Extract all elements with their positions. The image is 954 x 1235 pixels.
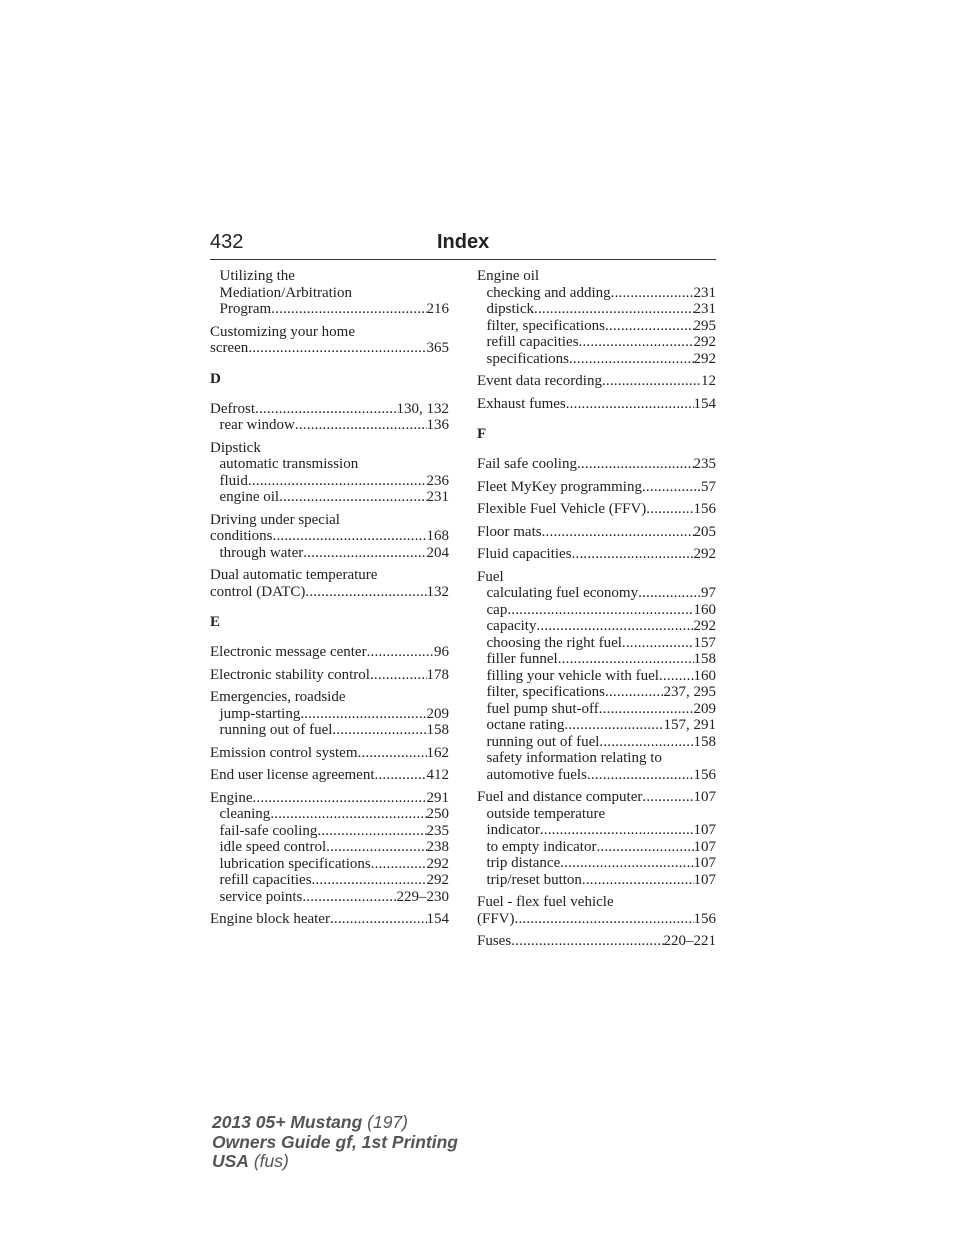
dot-leader: [270, 806, 426, 823]
index-page-ref: 205: [693, 523, 716, 540]
dot-leader: [564, 717, 663, 734]
index-entry-line: [477, 268, 716, 285]
index-entry-line: [210, 473, 449, 490]
index-term: control (DATC): [210, 583, 306, 600]
index-page-ref: 291: [426, 789, 449, 806]
index-page-ref: 204: [426, 544, 449, 561]
index-entry-line: [477, 618, 716, 635]
index-term: rear window: [219, 417, 295, 433]
index-page-ref: 160: [693, 601, 716, 618]
index-entry-line: [477, 524, 716, 541]
index-page-ref: 231: [426, 489, 449, 505]
dot-leader: [582, 872, 694, 889]
index-entry-line: [477, 635, 716, 652]
index-entry-line: [477, 651, 716, 668]
index-term: lubrication specifications: [219, 855, 371, 872]
index-page-ref: 412: [426, 767, 449, 783]
index-page-ref: 237, 295: [663, 684, 716, 700]
index-letter-heading: D: [210, 370, 221, 387]
index-term: calculating fuel economy: [486, 585, 639, 601]
dot-leader: [540, 822, 694, 839]
index-entry-line: [210, 417, 449, 434]
dot-leader: [646, 501, 693, 518]
dot-leader: [659, 668, 694, 685]
index-entry-line: [210, 512, 449, 529]
dot-leader: [638, 585, 701, 602]
index-term: Dual automatic temperature: [210, 567, 378, 583]
index-term: refill capacities: [486, 334, 579, 350]
dot-leader: [279, 489, 426, 506]
dot-leader: [605, 684, 663, 701]
index-entry-line: [477, 396, 716, 413]
dot-leader: [515, 911, 694, 928]
index-entry-line: [477, 701, 716, 718]
index-entry-line: [210, 268, 449, 285]
index-entry-line: [477, 334, 716, 351]
index-page-ref: 156: [693, 766, 716, 783]
index-page-ref: 209: [426, 705, 449, 722]
index-entry-line: [210, 856, 449, 873]
index-entry-line: [477, 684, 716, 701]
footer-line-2: [212, 1133, 458, 1153]
index-entry-line: [477, 351, 716, 368]
index-term: Fuel: [477, 568, 504, 585]
index-page-ref: 235: [426, 822, 449, 839]
index-term: outside temperature: [486, 805, 606, 822]
index-entry-line: [210, 790, 449, 807]
index-term: Utilizing the: [219, 268, 295, 284]
index-entry-line: [210, 489, 449, 506]
index-entry-line: [210, 689, 449, 706]
index-term: cap: [486, 601, 508, 618]
index-term: Fuel - flex fuel vehicle: [477, 894, 614, 910]
index-entry-line: [210, 545, 449, 562]
index-entry-line: [477, 501, 716, 518]
dot-leader: [611, 285, 694, 302]
dot-leader: [602, 373, 701, 390]
footer-model: 2013 05+ Mustang: [212, 1112, 363, 1132]
index-entry-line: [477, 301, 716, 318]
index-term: Dipstick: [210, 439, 261, 456]
dot-leader: [358, 745, 427, 762]
index-term: engine oil: [219, 489, 280, 505]
index-term: Fluid capacities: [477, 546, 572, 562]
dot-leader: [248, 473, 427, 490]
index-term: choosing the right fuel: [486, 634, 622, 651]
index-entry-line: [210, 911, 449, 928]
index-page-ref: 158: [426, 722, 449, 738]
index-entry-line: [210, 745, 449, 762]
index-term: Floor mats: [477, 523, 542, 540]
index-entry-line: [210, 823, 449, 840]
index-term: Fail safe cooling: [477, 456, 577, 472]
index-term: Engine block heater: [210, 911, 330, 927]
index-page-ref: 295: [693, 317, 716, 334]
dot-leader: [596, 839, 693, 856]
index-term: screen: [210, 340, 249, 356]
index-page-ref: 136: [426, 417, 449, 433]
index-term: Fuel and distance computer: [477, 789, 643, 805]
index-term: octane rating: [486, 717, 565, 733]
dot-leader: [302, 889, 396, 906]
index-term: Exhaust fumes: [477, 395, 566, 412]
dot-leader: [577, 456, 694, 473]
dot-leader: [305, 584, 426, 601]
index-term: Emergencies, roadside: [210, 689, 346, 705]
index-page-ref: 107: [693, 871, 716, 888]
dot-leader: [605, 318, 693, 335]
index-entry-line: [477, 546, 716, 563]
dot-leader: [587, 767, 694, 784]
index-entry-line: [477, 717, 716, 734]
index-entry-line: [477, 872, 716, 889]
dot-leader: [326, 839, 426, 856]
dot-leader: [273, 528, 427, 545]
index-term: Defrost: [210, 400, 255, 417]
dot-leader: [330, 911, 427, 928]
index-entry-line: [210, 285, 449, 302]
index-letter-heading: E: [210, 614, 221, 630]
page-number: 432: [210, 231, 244, 253]
index-term: dipstick: [486, 301, 534, 317]
footer-line-3: [212, 1152, 458, 1172]
index-term: Customizing your home: [210, 323, 355, 340]
index-page-ref: 220–221: [663, 933, 716, 949]
index-entry-line: [477, 668, 716, 685]
index-term: automatic transmission: [219, 456, 359, 472]
index-page-ref: 235: [693, 456, 716, 472]
index-page-ref: 157: [693, 634, 716, 651]
index-page-ref: 107: [693, 822, 716, 838]
index-entry-line: [477, 285, 716, 302]
index-term: through water: [219, 544, 304, 561]
dot-leader: [536, 618, 693, 635]
index-entry-line: [477, 318, 716, 335]
index-page-ref: 292: [693, 334, 716, 350]
index-entry-line: [210, 324, 449, 341]
index-page-ref: 236: [426, 472, 449, 489]
index-page-ref: 231: [693, 301, 716, 317]
index-entry-line: [477, 602, 716, 619]
index-column-left: [210, 268, 449, 928]
index-entry-line: [477, 734, 716, 751]
index-term: Driving under special: [210, 511, 340, 528]
index-term: filter, specifications: [486, 317, 606, 334]
index-entry-line: [210, 644, 449, 661]
index-term: fluid: [219, 472, 248, 489]
index-page-ref: 107: [693, 855, 716, 871]
index-term: running out of fuel: [486, 733, 600, 750]
dot-leader: [300, 706, 426, 723]
index-entry-line: [477, 456, 716, 473]
index-term: trip distance: [486, 855, 561, 871]
dot-leader: [248, 340, 426, 357]
index-page-ref: 216: [426, 301, 449, 317]
index-page-ref: 292: [693, 350, 716, 367]
index-term: safety information relating to: [486, 750, 662, 766]
index-entry-line: [477, 767, 716, 784]
index-entry-line: [210, 806, 449, 823]
index-entry-line: [210, 872, 449, 889]
dot-leader: [569, 351, 694, 368]
dot-leader: [599, 701, 694, 718]
dot-leader: [367, 644, 434, 661]
index-term: End user license agreement: [210, 767, 375, 783]
index-page-ref: 229–230: [396, 888, 449, 905]
index-term: idle speed control: [219, 839, 327, 855]
index-entry-line: [210, 567, 449, 584]
dot-leader: [560, 855, 693, 872]
index-entry-line: [210, 722, 449, 739]
dot-leader: [642, 479, 701, 496]
dot-leader: [542, 524, 694, 541]
index-entry-line: [477, 933, 716, 950]
index-term: Fuses: [477, 933, 512, 949]
index-entry-line: [477, 855, 716, 872]
index-term: checking and adding: [486, 284, 611, 301]
index-page-ref: 158: [693, 733, 716, 750]
index-term: Engine oil: [477, 268, 540, 284]
index-entry-line: [210, 440, 449, 457]
index-term: running out of fuel: [219, 722, 333, 738]
index-entry-line: [477, 822, 716, 839]
index-entry-line: [210, 839, 449, 856]
index-term: filler funnel: [486, 651, 558, 667]
index-term: fail-safe cooling: [219, 822, 318, 839]
dot-leader: [253, 790, 427, 807]
dot-leader: [572, 546, 694, 563]
index-entry-line: [210, 667, 449, 684]
page-header: [210, 229, 716, 260]
index-page-ref: 162: [426, 744, 449, 761]
index-term: cleaning: [219, 806, 271, 822]
index-term: Mediation/Arbitration: [219, 284, 352, 301]
index-column-right: [477, 268, 716, 950]
index-page-ref: 156: [693, 501, 716, 517]
footer-region-code: (fus): [248, 1151, 289, 1171]
index-entry-line: [477, 789, 716, 806]
index-entry-line: [477, 806, 716, 823]
index-entry-line: [477, 479, 716, 496]
index-entry-line: [210, 584, 449, 601]
index-term: Electronic stability control: [210, 666, 370, 683]
index-page-ref: 209: [693, 700, 716, 717]
index-entry-line: [210, 301, 449, 318]
index-page-ref: 97: [701, 585, 716, 601]
dot-leader: [599, 734, 693, 751]
index-entry-line: [210, 767, 449, 784]
footer-model-code: (197): [362, 1112, 408, 1132]
index-entry-line: [477, 750, 716, 767]
index-page-ref: 158: [693, 651, 716, 667]
index-entry-line: [477, 894, 716, 911]
dot-leader: [271, 301, 426, 318]
index-term: indicator: [486, 822, 540, 838]
index-term: filling your vehicle with fuel: [486, 667, 659, 684]
index-entry-line: [210, 340, 449, 357]
dot-leader: [295, 417, 427, 434]
index-page-ref: 292: [426, 872, 449, 888]
index-page-ref: 154: [426, 911, 449, 927]
index-page-ref: 154: [693, 395, 716, 412]
page-title: Index: [437, 231, 490, 253]
index-page-ref: 238: [426, 839, 449, 855]
footer-guide: Owners Guide gf, 1st Printing: [212, 1131, 458, 1152]
dot-leader: [317, 823, 426, 840]
index-page-ref: 250: [426, 806, 449, 822]
index-entry-line: [477, 585, 716, 602]
index-term: trip/reset button: [486, 871, 582, 888]
index-entry-line: [477, 373, 716, 390]
index-entry-line: [477, 569, 716, 586]
index-term: Fleet MyKey programming: [477, 478, 642, 495]
index-entry-line: [210, 401, 449, 418]
dot-leader: [312, 872, 427, 889]
index-entry-line: [210, 706, 449, 723]
index-page-ref: 168: [426, 528, 449, 544]
dot-leader: [375, 767, 427, 784]
index-page-ref: 57: [701, 478, 716, 495]
index-entry-line: [210, 528, 449, 545]
index-page-ref: 365: [426, 340, 449, 356]
index-term: Emission control system: [210, 744, 358, 761]
dot-leader: [332, 722, 426, 739]
index-page-ref: 292: [693, 618, 716, 634]
dot-leader: [371, 856, 427, 873]
index-term: jump-starting: [219, 705, 301, 722]
index-term: capacity: [486, 618, 537, 634]
index-page-ref: 107: [693, 789, 716, 805]
index-page-ref: 107: [693, 838, 716, 855]
dot-leader: [534, 301, 694, 318]
index-page-ref: 178: [426, 666, 449, 683]
index-page-ref: 160: [693, 667, 716, 684]
dot-leader: [579, 334, 694, 351]
dot-leader: [642, 789, 693, 806]
index-term: refill capacities: [219, 872, 312, 888]
dot-leader: [558, 651, 694, 668]
index-page-ref: 231: [693, 284, 716, 301]
index-term: specifications: [486, 350, 569, 367]
index-page-ref: 96: [434, 644, 449, 660]
index-term: Program: [219, 301, 272, 317]
index-page-ref: 130, 132: [396, 400, 449, 417]
index-entry-line: [210, 456, 449, 473]
index-term: fuel pump shut-off: [486, 700, 599, 717]
index-term: to empty indicator: [486, 838, 597, 855]
dot-leader: [303, 545, 426, 562]
index-page-ref: 157, 291: [663, 717, 716, 733]
index-term: filter, specifications: [486, 684, 606, 700]
index-page-ref: 292: [693, 546, 716, 562]
index-entry-line: [477, 839, 716, 856]
index-term: conditions: [210, 528, 273, 544]
index-entry-line: [477, 911, 716, 928]
index-page-ref: 292: [426, 855, 449, 872]
index-entry-line: [210, 889, 449, 906]
index-page-ref: 156: [693, 910, 716, 927]
index-term: automotive fuels: [486, 766, 587, 783]
index-term: service points: [219, 888, 303, 905]
dot-leader: [255, 401, 397, 418]
dot-leader: [511, 933, 663, 950]
index-term: Flexible Fuel Vehicle (FFV): [477, 501, 647, 517]
dot-leader: [622, 635, 694, 652]
index-page-ref: 132: [426, 583, 449, 600]
document-footer: [212, 1113, 458, 1172]
footer-line-1: [212, 1113, 458, 1133]
index-letter-heading: F: [477, 426, 487, 442]
index-page-ref: 12: [701, 373, 716, 389]
dot-leader: [507, 602, 693, 619]
dot-leader: [370, 667, 427, 684]
footer-region: USA: [212, 1151, 249, 1171]
index-term: Event data recording: [477, 373, 602, 389]
index-term: Electronic message center: [210, 644, 367, 660]
index-term: Engine: [210, 789, 253, 806]
index-term: (FFV): [477, 910, 515, 927]
dot-leader: [566, 396, 694, 413]
